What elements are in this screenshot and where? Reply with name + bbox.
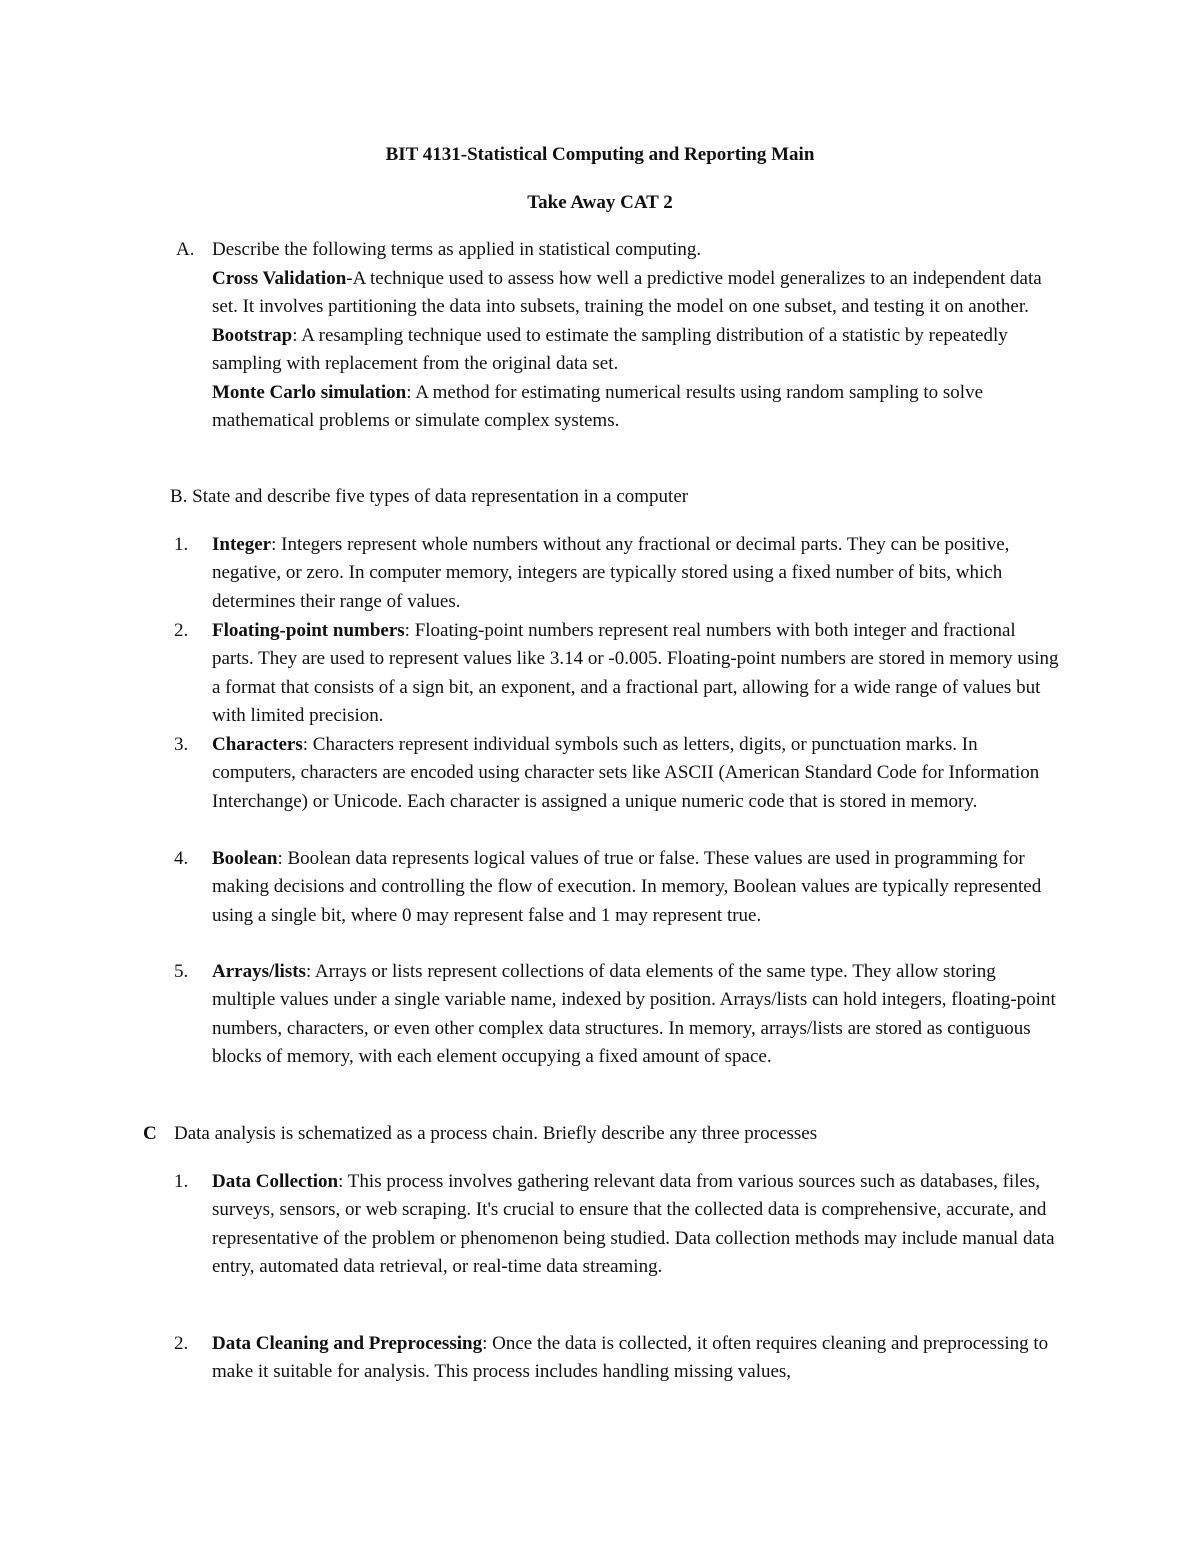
list-item-definition: : Characters represent individual symbols such as letters, digits, or punctuation marks. In computers, characters are encoded using character sets like ASCII (American Standard Code for Information Interchange) or Unicode. Each character is assigned a unique numeric code that is stored in memory.	[212, 734, 1040, 812]
document-subtitle: Take Away CAT 2	[527, 192, 673, 213]
term-definition: A technique used to assess how well a predictive model generalizes to an independent data set. It involves partitioning the data into subsets, training the model on one subset, and testing it on another.	[212, 268, 1042, 318]
list-item-number: 3.	[174, 734, 189, 755]
list-item-term: Data Collection	[212, 1171, 339, 1192]
list-item-text	[212, 531, 1062, 616]
list-item-term: Integer	[212, 534, 272, 555]
term-block	[212, 265, 1052, 322]
term-definition: A resampling technique used to estimate the sampling distribution of a statistic by repeatedly sampling with replacement from the original data set.	[212, 324, 1008, 375]
term-separator: :	[292, 324, 302, 346]
list-item-text	[212, 1168, 1062, 1282]
list-item-definition: : This process involves gathering relevant data from various sources such as databases, files, surveys, sensors, or web scraping. It's crucial to ensure that the collected data is comprehensive, accurate, and representative of the problem or phenomenon being studied. Data collection methods may include manual data entry, automated data retrieval, or real-time data streaming.	[212, 1171, 1055, 1278]
list-item-term: Data Cleaning and Preprocessing	[212, 1333, 483, 1354]
list-item-number: 5.	[174, 961, 189, 982]
list-item-text	[212, 845, 1062, 930]
list-item-text	[212, 617, 1062, 731]
list-item-term: Boolean	[212, 848, 278, 869]
list-item-number: 1.	[174, 1171, 189, 1192]
list-item-definition: : Integers represent whole numbers without any fractional or decimal parts. They can be positive, negative, or zero. In computer memory, integers are typically stored using a fixed number of bits, which determines their range of values.	[212, 534, 1010, 612]
list-item-term: Arrays/lists	[212, 961, 306, 982]
list-item-definition: : Once the data is collected, it often requires cleaning and preprocessing to make it suitable for analysis. This process includes handling missing values,	[212, 1333, 1049, 1383]
list-item-text	[212, 958, 1062, 1072]
section-c-marker: C	[143, 1123, 157, 1144]
list-item-definition: : Floating-point numbers represent real numbers with both integer and fractional parts. They are used to represent values like 3.14 or -0.005. Floating-point numbers are stored in memory using a format that consists of a sign bit, an exponent, and a fractional part, allowing for a wide range of values but with limited precision.	[212, 620, 1059, 727]
list-item-number: 2.	[174, 1333, 189, 1354]
term-name: Bootstrap	[212, 324, 293, 346]
list-item-number: 4.	[174, 848, 189, 869]
term-name: Monte Carlo simulation	[212, 381, 407, 403]
term-separator: :	[406, 381, 416, 403]
section-c-heading: Data analysis is schematized as a process chain. Briefly describe any three processes	[174, 1123, 818, 1144]
list-item-number: 2.	[174, 620, 189, 641]
list-item-definition: : Boolean data represents logical values of true or false. These values are used in programming for making decisions and controlling the flow of execution. In memory, Boolean values are typically represented using a single bit, where 0 may represent false and 1 may represent true.	[212, 848, 1042, 926]
list-item-term: Floating-point numbers	[212, 620, 405, 641]
section-a-terms	[212, 265, 1052, 435]
list-item-number: 1.	[174, 534, 189, 555]
list-item-term: Characters	[212, 734, 303, 755]
term-name: Cross Validation	[212, 268, 347, 289]
term-separator: -	[346, 268, 353, 289]
term-definition: A method for estimating numerical results using random sampling to solve mathematical problems or simulate complex systems.	[212, 381, 984, 432]
list-item-text	[212, 1330, 1062, 1387]
section-a-heading: Describe the following terms as applied in statistical computing.	[212, 239, 702, 260]
term-block	[212, 379, 1052, 436]
section-a-marker: A.	[176, 239, 195, 260]
section-b-heading: B. State and describe five types of data representation in a computer	[170, 486, 689, 507]
term-block	[212, 322, 1052, 379]
list-item-definition: : Arrays or lists represent collections of data elements of the same type. They allow storing multiple values under a single variable name, indexed by position. Arrays/lists can hold integers, floating-point numbers, characters, or even other complex data structures. In memory, arrays/lists are stored as contiguous blocks of memory, with each element occupying a fixed amount of space.	[212, 961, 1056, 1068]
list-item-text	[212, 731, 1062, 816]
document-title: BIT 4131-Statistical Computing and Reporting Main	[385, 144, 815, 165]
